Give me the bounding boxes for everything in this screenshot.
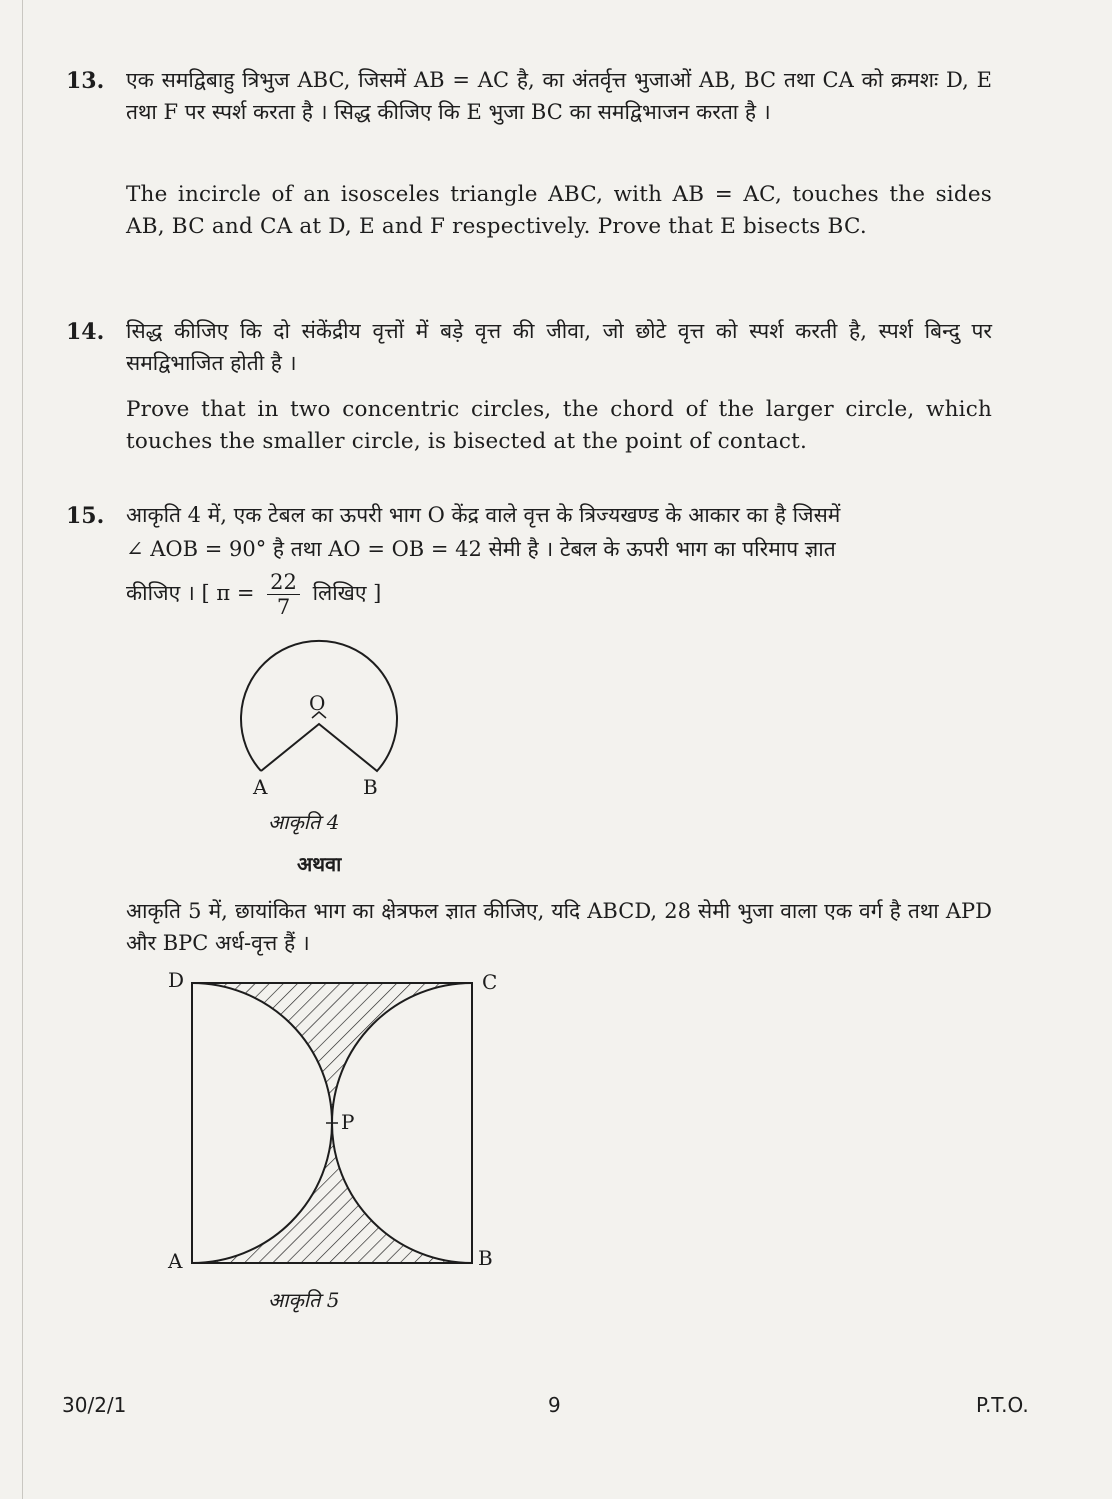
q13-english-text: The incircle of an isosceles triangle ABC, with AB = AC, touches the sides AB, BC and CA at D, E and F respectively. Prove that E bisects BC. — [126, 182, 992, 239]
fig4-label-o: O — [309, 691, 326, 715]
q15-hindi-line1: आकृति 4 में, एक टेबल का ऊपरी भाग O केंद्र वाले वृत्त के त्रिज्यखण्ड के आकार का है जिसमें — [126, 503, 841, 527]
pi-fraction-numerator: 22 — [267, 570, 300, 595]
footer-pto: P.T.O. — [976, 1393, 1029, 1417]
q14-english-text: Prove that in two concentric circles, the chord of the larger circle, which touches the smaller circle, is bisected at the point of contact. — [126, 397, 992, 454]
footer-paper-code: 30/2/1 — [62, 1393, 127, 1417]
fig4-label-b: B — [363, 775, 378, 799]
fig5-label-b: B — [478, 1246, 493, 1270]
q13-number: 13. — [66, 68, 105, 94]
q15-hindi-line2: ∠ AOB = 90° है तथा AO = OB = 42 सेमी है । टेबल के ऊपरी भाग का परिमाप ज्ञात — [126, 537, 836, 561]
fig5-label-a: A — [168, 1249, 183, 1273]
fig4-label-a: A — [253, 775, 268, 799]
figure-5-caption: आकृति 5 — [268, 1288, 340, 1312]
fig5-label-p: P — [341, 1110, 355, 1134]
q14-number: 14. — [66, 319, 105, 345]
fig5-label-d: D — [168, 968, 185, 992]
shaded-region-bottom — [192, 1123, 472, 1263]
pi-fraction — [267, 570, 300, 619]
pi-fraction-denominator: 7 — [276, 595, 291, 619]
q15-line3-post: लिखिए ] — [312, 581, 382, 605]
footer-page-number: 9 — [548, 1393, 561, 1417]
q15-hindi-line3 — [126, 570, 992, 619]
figure-4-sector — [225, 630, 425, 800]
q14-hindi-text: सिद्ध कीजिए कि दो संकेंद्रीय वृत्तों में बड़े वृत्त की जीवा, जो छोटे वृत्त को स्पर्श करती है, स्पर्श बिन्दु पर समद्विभाजित होती है । — [126, 319, 992, 375]
q13-hindi-text: एक समद्विबाहु त्रिभुज ABC, जिसमें AB = AC है, का अंतर्वृत्त भुजाओं AB, BC तथा CA को क्रमशः D, E तथा F पर स्पर्श करता है । सिद्ध कीजिए कि E भुजा BC का समद्विभाजन करता है । — [126, 68, 992, 124]
or-separator: अथवा — [297, 852, 342, 876]
figure-4-caption: आकृति 4 — [268, 810, 340, 834]
figure-5-square — [160, 965, 510, 1275]
scan-edge-line — [22, 0, 23, 1499]
shaded-region-top — [192, 983, 472, 1123]
fig5-label-c: C — [482, 970, 498, 994]
q15-alternative-hindi: आकृति 5 में, छायांकित भाग का क्षेत्रफल ज्ञात कीजिए, यदि ABCD, 28 सेमी भुजा वाला एक वर्ग है तथा APD और BPC अर्ध-वृत्त हैं । — [126, 899, 992, 955]
q15-line3-pre: कीजिए । [ π = — [126, 581, 255, 605]
q15-number: 15. — [66, 503, 105, 529]
